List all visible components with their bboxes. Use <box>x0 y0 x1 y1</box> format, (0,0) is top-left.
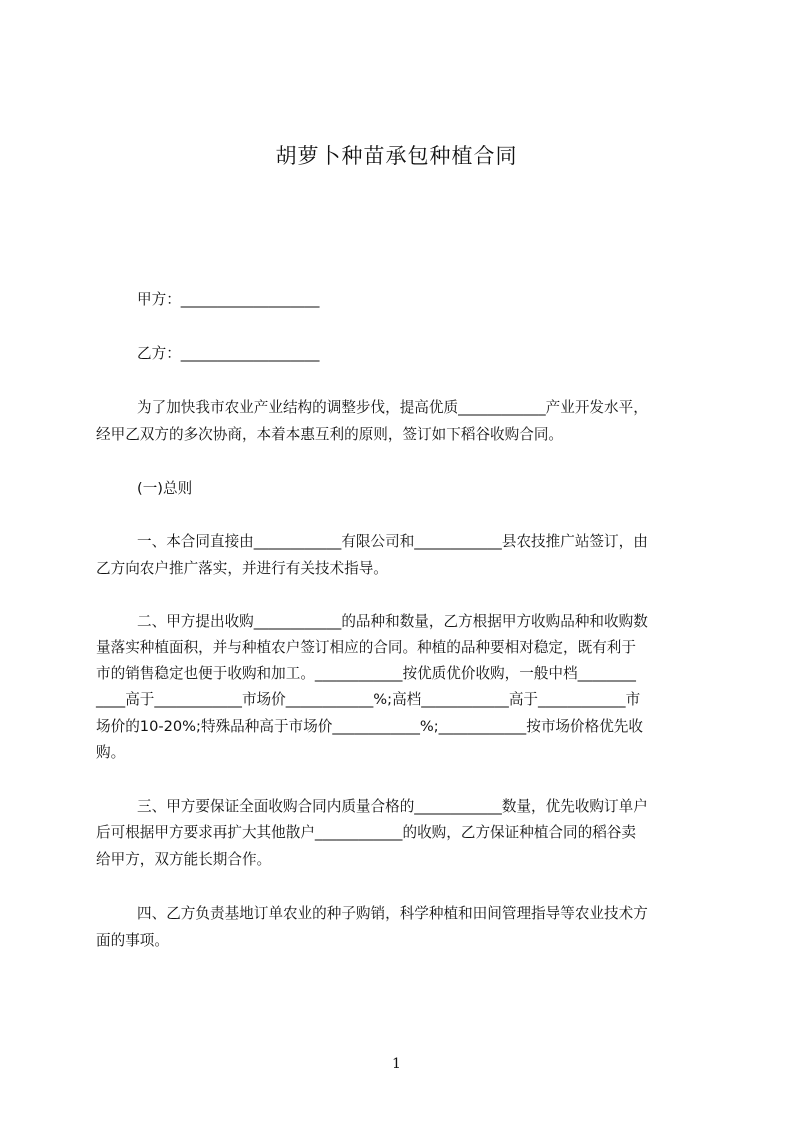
clause-3-line: 给甲方，双方能长期合作。 <box>96 851 272 868</box>
clause-2-line: 场价的10-20%;特殊品种高于市场价____________%;____________按市场价格优先收 <box>96 718 643 735</box>
clause-2-line: ____高于____________市场价____________%;高档____________高于____________市 <box>96 691 641 708</box>
clause-1-line: 乙方向农户推广落实，并进行有关技术指导。 <box>96 560 388 577</box>
party-a-line: 甲方：___________________ <box>137 291 320 308</box>
clause-3-line: 后可根据甲方要求再扩大其他散户____________的收购，乙方保证种植合同的稻谷卖 <box>96 824 636 841</box>
clause-2-line: 市的销售稳定也便于收购和加工。____________按优质优价收购，一般中档________ <box>96 665 636 682</box>
preamble-line: 为了加快我市农业产业结构的调整步伐，提高优质____________产业开发水平， <box>137 399 648 416</box>
document-title: 胡萝卜种苗承包种植合同 <box>275 144 518 168</box>
clause-4-line: 四、乙方负责基地订单农业的种子购销，科学种植和田间管理指导等农业技术方 <box>137 905 648 922</box>
clause-2-line: 购。 <box>96 744 126 761</box>
clause-2-line: 二、甲方提出收购____________的品种和数量，乙方根据甲方收购品种和收购数 <box>137 613 648 630</box>
clause-1-line: 一、本合同直接由____________有限公司和____________县农技推广站签订，由 <box>137 533 648 550</box>
clause-4-line: 面的事项。 <box>96 932 169 949</box>
clause-2-line: 量落实种植面积，并与种植农户签订相应的合同。种植的品种要相对稳定，既有利于 <box>96 639 636 656</box>
section-heading: (一)总则 <box>137 480 193 497</box>
party-b-line: 乙方：___________________ <box>137 345 320 362</box>
page-number: 1 <box>392 1056 401 1072</box>
clause-3-line: 三、甲方要保证全面收购合同内质量合格的____________数量，优先收购订单户 <box>137 798 648 815</box>
preamble-line: 经甲乙双方的多次协商，本着本惠互利的原则，签订如下稻谷收购合同。 <box>96 426 564 443</box>
